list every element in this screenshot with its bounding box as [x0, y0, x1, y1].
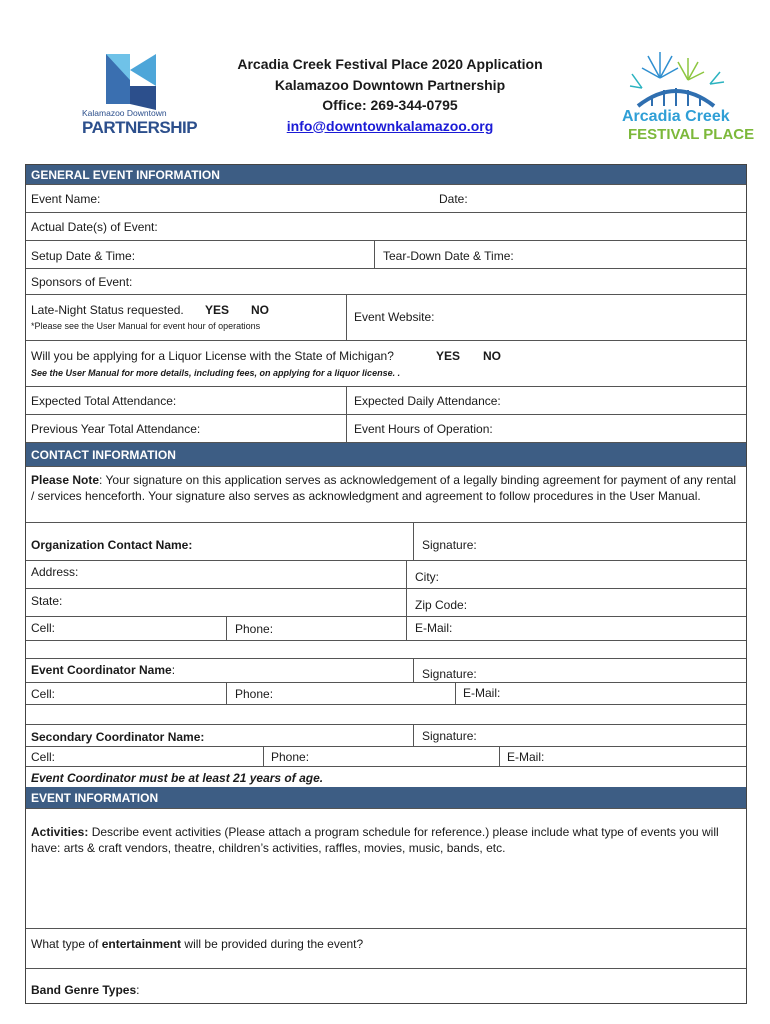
activities-text [31, 825, 739, 856]
contact-note-label: Please Note [31, 473, 100, 487]
row-attendance[interactable] [26, 387, 746, 415]
secondary-email-label: E-Mail: [507, 750, 545, 764]
org-signature-label: Signature: [422, 538, 477, 552]
entertainment-post: will be provided during the event? [181, 937, 364, 951]
row-coordinator-cell[interactable] [26, 683, 746, 705]
section-general-header [26, 165, 746, 185]
org-email-label: E-Mail: [415, 621, 453, 635]
city-label: City: [415, 570, 439, 584]
header-email-link[interactable]: info@downtownkalamazoo.org [286, 117, 494, 134]
row-coordinator[interactable] [26, 659, 746, 683]
late-night-label: Late-Night Status requested. [31, 303, 184, 317]
row-age-note [26, 767, 746, 787]
section-general-title: GENERAL EVENT INFORMATION [31, 168, 220, 182]
page-header [0, 0, 770, 160]
divider [413, 659, 414, 682]
divider [374, 241, 375, 268]
entertainment-question [31, 937, 363, 951]
entertainment-bold: entertainment [101, 937, 182, 951]
divider [406, 589, 407, 616]
secondary-coordinator-label: Secondary Coordinator Name: [31, 730, 205, 744]
section-event-header [26, 787, 746, 809]
entertainment-pre: What type of [31, 937, 102, 951]
activities-label: Activities: [31, 825, 89, 839]
row-band-genre[interactable] [26, 969, 746, 1003]
liquor-note: See the User Manual for more details, including fees, on applying for a liquor license. . [31, 368, 401, 378]
kalamazoo-partnership-logo [82, 50, 198, 146]
row-late-night [26, 295, 746, 341]
logo-right-line2: FESTIVAL PLACE [628, 126, 755, 143]
row-org-cell[interactable] [26, 617, 746, 641]
row-setup-teardown[interactable] [26, 241, 746, 269]
divider [226, 617, 227, 640]
hours-label: Event Hours of Operation: [354, 422, 493, 436]
logo-right-line1: Arcadia Creek [622, 108, 730, 125]
divider [413, 523, 414, 560]
row-spacer [26, 705, 746, 725]
event-name-label: Event Name: [31, 192, 101, 206]
date-label: Date: [439, 192, 468, 206]
row-sponsors[interactable] [26, 269, 746, 295]
row-actual-dates[interactable] [26, 213, 746, 241]
secondary-cell-label: Cell: [31, 750, 56, 764]
age-note: Event Coordinator must be at least 21 years of age. [31, 771, 324, 785]
band-genre-colon: : [136, 983, 140, 997]
section-event-title: EVENT INFORMATION [31, 791, 159, 805]
divider [406, 561, 407, 588]
zip-label: Zip Code: [415, 598, 468, 612]
secondary-phone-label: Phone: [271, 750, 310, 764]
section-contact-title: CONTACT INFORMATION [31, 448, 176, 462]
address-label: Address: [31, 565, 79, 579]
header-title: Arcadia Creek Festival Place 2020 Application [237, 56, 543, 72]
coordinator-signature-label: Signature: [422, 667, 477, 681]
divider [406, 617, 407, 640]
contact-note [31, 473, 739, 504]
section-contact-header [26, 443, 746, 467]
sponsors-label: Sponsors of Event: [31, 275, 133, 289]
coordinator-email-label: E-Mail: [463, 686, 501, 700]
row-secondary-cell[interactable] [26, 747, 746, 767]
liquor-question: Will you be applying for a Liquor License with the State of Michigan? [31, 349, 394, 363]
row-previous-hours[interactable] [26, 415, 746, 443]
late-night-yes-option[interactable]: YES [205, 303, 230, 317]
coordinator-label-colon: : [171, 663, 176, 677]
header-office: Office: 269-344-0795 [322, 97, 458, 113]
header-text [210, 54, 570, 136]
website-label[interactable]: Event Website: [354, 310, 435, 324]
band-genre-text: Band Genre Types [31, 983, 137, 997]
activities-description: Describe event activities (Please attach a program schedule for reference.) please include what type of events you will have: arts & craft vendors, theatre, children’s activities, raffles, movies, music, bands, etc. [31, 825, 719, 855]
header-org: Kalamazoo Downtown Partnership [274, 76, 506, 93]
row-address[interactable] [26, 561, 746, 589]
state-label: State: [31, 594, 63, 608]
row-liquor [26, 341, 746, 387]
row-org-contact[interactable] [26, 523, 746, 561]
row-event-name[interactable] [26, 185, 746, 213]
divider [263, 747, 264, 766]
row-spacer [26, 641, 746, 659]
coordinator-phone-label: Phone: [235, 687, 274, 701]
contact-note-text: : Your signature on this application serves as acknowledgement of a legally binding agreement for payment of any rental / services henceforth. Your signature also serves as acknowledgment and agreement to follow procedures in the User Manual. [31, 473, 737, 503]
divider [499, 747, 500, 766]
row-entertainment[interactable] [26, 929, 746, 969]
divider [455, 683, 456, 704]
row-secondary-coordinator[interactable] [26, 725, 746, 747]
liquor-no-option[interactable]: NO [483, 349, 501, 363]
org-phone-label: Phone: [235, 622, 274, 636]
setup-label: Setup Date & Time: [31, 249, 136, 263]
coordinator-label-text: Event Coordinator Name [31, 663, 172, 677]
expected-daily-label: Expected Daily Attendance: [354, 394, 501, 408]
actual-dates-label: Actual Date(s) of Event: [31, 220, 158, 234]
late-night-no-option[interactable]: NO [251, 303, 269, 317]
expected-total-label: Expected Total Attendance: [31, 394, 177, 408]
arcadia-creek-logo [620, 48, 755, 148]
late-night-note: *Please see the User Manual for event hour of operations [31, 321, 261, 331]
row-contact-note [26, 467, 746, 523]
divider [346, 415, 347, 442]
row-activities[interactable] [26, 809, 746, 929]
coordinator-label [31, 663, 175, 677]
org-contact-label: Organization Contact Name: [31, 538, 193, 552]
teardown-label: Tear-Down Date & Time: [383, 249, 514, 263]
row-state[interactable] [26, 589, 746, 617]
application-form [25, 164, 747, 1004]
divider [346, 295, 347, 340]
coordinator-cell-label: Cell: [31, 687, 56, 701]
divider [346, 387, 347, 414]
logo-left-line1: Kalamazoo Downtown [82, 108, 167, 118]
divider [413, 725, 414, 746]
divider [226, 683, 227, 704]
liquor-yes-option[interactable]: YES [436, 349, 461, 363]
band-genre-label [31, 983, 139, 997]
previous-total-label: Previous Year Total Attendance: [31, 422, 201, 436]
logo-left-line2: PARTNERSHIP [82, 118, 198, 137]
org-cell-label: Cell: [31, 621, 56, 635]
secondary-signature-label: Signature: [422, 729, 477, 743]
